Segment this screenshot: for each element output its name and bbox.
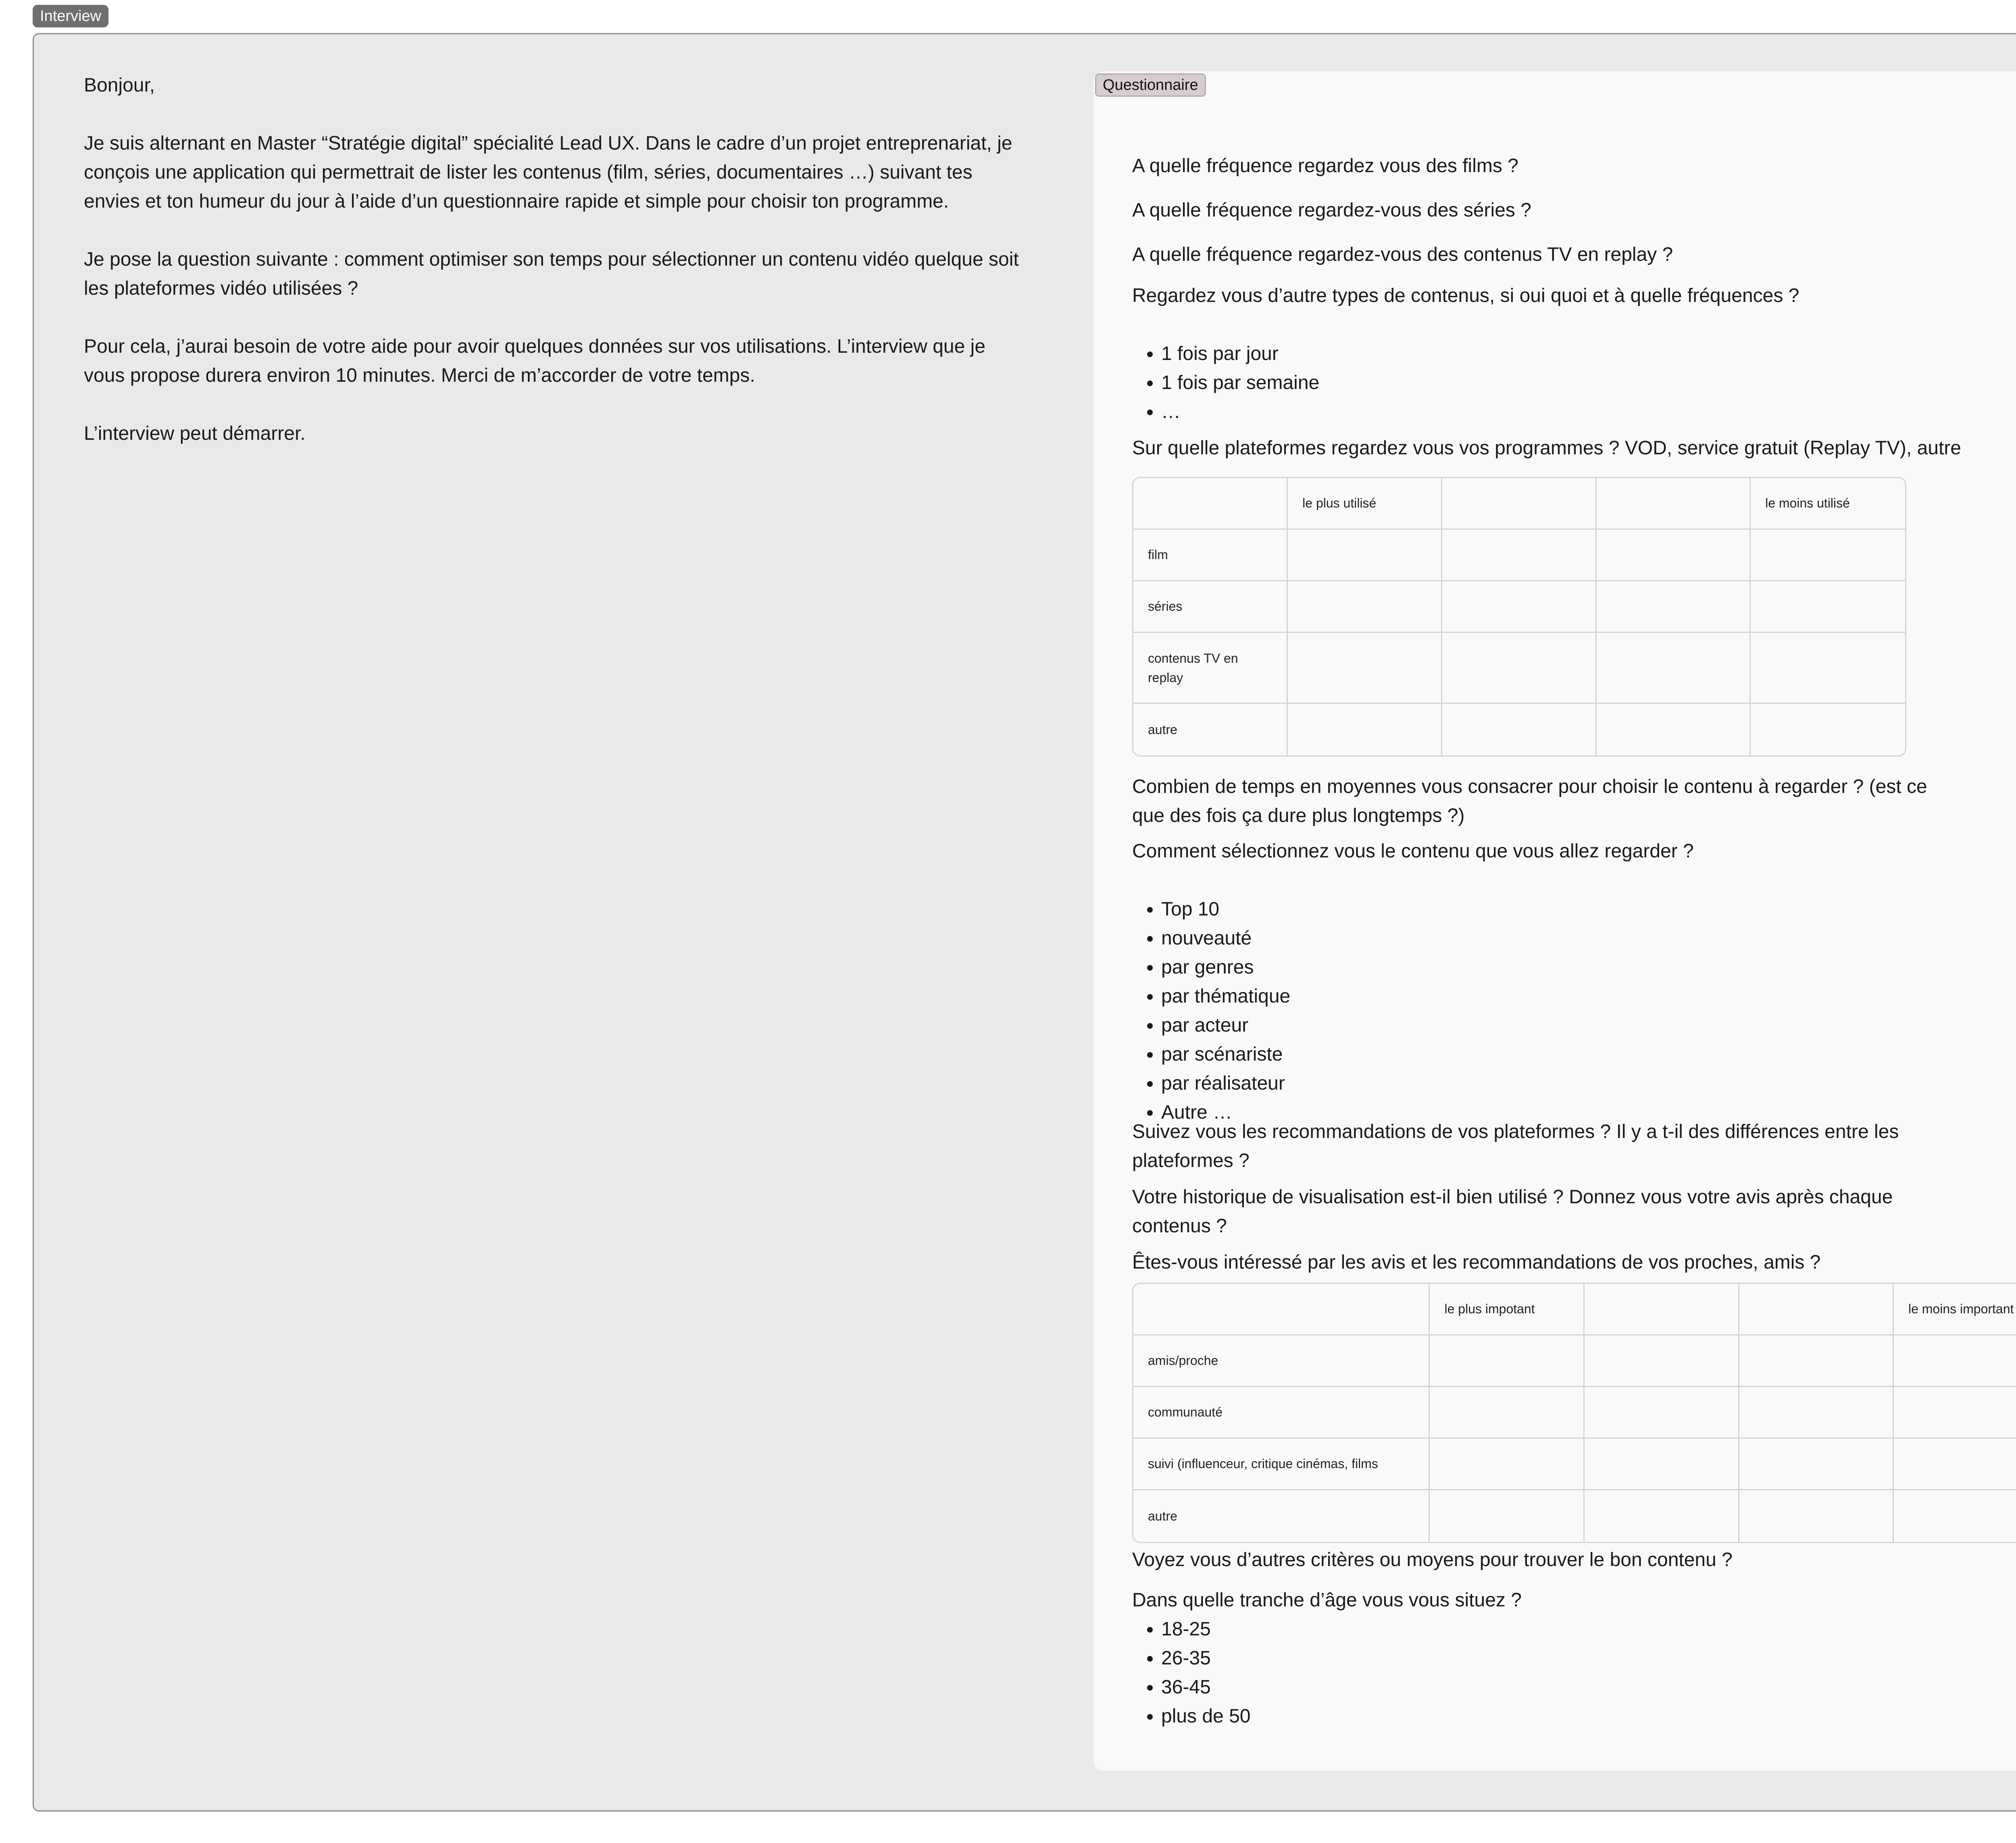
table-cell[interactable] <box>1585 1439 1739 1490</box>
question-replay-frequency: A quelle fréquence regardez-vous des contenus TV en replay ? <box>1132 244 1673 265</box>
list-item: • par acteur <box>1161 1011 1290 1040</box>
table-header-cell <box>1442 478 1597 530</box>
age-options-list <box>1132 1615 1251 1731</box>
table-cell[interactable] <box>1894 1335 2016 1387</box>
question-other-criteria: Voyez vous d’autres critères ou moyens pour trouver le bon contenu ? <box>1132 1549 1733 1571</box>
list-item: • 36-45 <box>1161 1673 1251 1702</box>
table-header-row <box>1133 478 1905 530</box>
list-item: • 1 fois par semaine <box>1161 368 1319 397</box>
question-friends-reviews: Êtes-vous intéressé par les avis et les recommandations de vos proches, amis ? <box>1132 1252 1821 1273</box>
table-row <box>1133 633 1905 704</box>
intro-text <box>84 71 1023 477</box>
table-cell[interactable] <box>1430 1335 1585 1387</box>
table-cell[interactable] <box>1739 1335 1894 1387</box>
list-item: • 1 fois par jour <box>1161 339 1319 368</box>
table-header-row <box>1133 1284 2016 1335</box>
list-item: • … <box>1161 397 1319 426</box>
table-cell[interactable] <box>1751 581 1905 633</box>
table-cell[interactable] <box>1442 633 1597 704</box>
intro-paragraph-4: L’interview peut démarrer. <box>84 423 306 444</box>
list-item: • par thématique <box>1161 982 1290 1011</box>
table-cell[interactable] <box>1442 581 1597 633</box>
table-row <box>1133 1490 2016 1542</box>
table-header-cell <box>1133 478 1288 530</box>
table-row-label: contenus TV en replay <box>1133 633 1288 704</box>
table-cell[interactable] <box>1430 1387 1585 1439</box>
table-cell[interactable] <box>1430 1439 1585 1490</box>
table-header-cell: le plus utilisé <box>1288 478 1442 530</box>
list-item: • plus de 50 <box>1161 1702 1251 1731</box>
table-header-cell: le plus impotant <box>1430 1284 1585 1335</box>
question-selection-method: Comment sélectionnez vous le contenu que vous allez regarder ? <box>1132 840 1694 862</box>
list-item: • 26-35 <box>1161 1644 1251 1673</box>
question-selection-time: Combien de temps en moyennes vous consacrer pour choisir le contenu à regarder ? (est ce que des fois ça dure plus longtemps ?) <box>1132 776 1927 826</box>
table-cell[interactable] <box>1585 1490 1739 1542</box>
table-cell[interactable] <box>1739 1490 1894 1542</box>
table-row-label: amis/proche <box>1133 1335 1430 1387</box>
table-cell[interactable] <box>1751 704 1905 755</box>
table-row <box>1133 704 1905 755</box>
question-age-range: Dans quelle tranche d’âge vous vous situez ? <box>1132 1589 1522 1611</box>
table-cell[interactable] <box>1585 1335 1739 1387</box>
list-item: • 18-25 <box>1161 1615 1251 1644</box>
table-cell[interactable] <box>1585 1387 1739 1439</box>
table-row <box>1133 1439 2016 1490</box>
table-cell[interactable] <box>1894 1490 2016 1542</box>
table-cell[interactable] <box>1751 633 1905 704</box>
platform-usage-table <box>1132 477 1906 757</box>
frame-label: Interview <box>33 5 108 27</box>
table-row <box>1133 1335 2016 1387</box>
table-header-cell <box>1739 1284 1894 1335</box>
table-cell[interactable] <box>1288 530 1442 581</box>
table-cell[interactable] <box>1597 581 1751 633</box>
question-series-frequency: A quelle fréquence regardez-vous des séries ? <box>1132 200 1531 221</box>
list-item: • Top 10 <box>1161 895 1290 924</box>
intro-greeting: Bonjour, <box>84 75 155 96</box>
table-cell[interactable] <box>1597 530 1751 581</box>
table-cell[interactable] <box>1288 581 1442 633</box>
table-header-cell: le moins utilisé <box>1751 478 1905 530</box>
table-cell[interactable] <box>1288 704 1442 755</box>
intro-paragraph-3: Pour cela, j’aurai besoin de votre aide pour avoir quelques données sur vos utilisations. L’interview que je vous propose durera environ 10 minutes. Merci de m’accorder de votre temps. <box>84 336 986 386</box>
table-cell[interactable] <box>1597 633 1751 704</box>
list-item: • par genres <box>1161 953 1290 982</box>
table-row <box>1133 581 1905 633</box>
table-cell[interactable] <box>1739 1387 1894 1439</box>
table-row <box>1133 1387 2016 1439</box>
table-header-cell: le moins important <box>1894 1284 2016 1335</box>
list-item: • par scénariste <box>1161 1040 1290 1069</box>
table-row <box>1133 530 1905 581</box>
question-history: Votre historique de visualisation est-il bien utilisé ? Donnez vous votre avis après chaque contenus ? <box>1132 1186 1893 1237</box>
table-header-cell <box>1133 1284 1430 1335</box>
table-row-label: film <box>1133 530 1288 581</box>
table-cell[interactable] <box>1597 704 1751 755</box>
table-row-label: suivi (influenceur, critique cinémas, films <box>1133 1439 1430 1490</box>
table-cell[interactable] <box>1894 1439 2016 1490</box>
list-item: • par réalisateur <box>1161 1069 1290 1098</box>
table-cell[interactable] <box>1442 530 1597 581</box>
question-platforms: Sur quelle plateformes regardez vous vos programmes ? VOD, service gratuit (Replay TV), autre <box>1132 437 1961 459</box>
table-header-cell <box>1597 478 1751 530</box>
table-cell[interactable] <box>1739 1439 1894 1490</box>
table-header-cell <box>1585 1284 1739 1335</box>
intro-paragraph-2: Je pose la question suivante : comment optimiser son temps pour sélectionner un contenu vidéo quelque soit les plateformes vidéo utilisées ? <box>84 249 1019 299</box>
list-item: • Autre … <box>1161 1098 1290 1127</box>
table-cell[interactable] <box>1751 530 1905 581</box>
table-row-label: séries <box>1133 581 1288 633</box>
questionnaire-label: Questionnaire <box>1095 73 1206 97</box>
table-row-label: autre <box>1133 1490 1430 1542</box>
table-cell[interactable] <box>1430 1490 1585 1542</box>
table-row-label: communauté <box>1133 1387 1430 1439</box>
question-films-frequency: A quelle fréquence regardez vous des films ? <box>1132 155 1518 177</box>
question-recommendations: Suivez vous les recommandations de vos plateformes ? Il y a t-il des différences entre les plateformes ? <box>1132 1121 1899 1171</box>
intro-paragraph-1: Je suis alternant en Master “Stratégie digital” spécialité Lead UX. Dans le cadre d’un projet entreprenariat, je conçois une application qui permettrait de lister les contenus (film, séries, documentaires …) suivant tes envies et ton humeur du jour à l’aide d’un questionnaire rapide et simple pour choisir ton programme. <box>84 133 1012 212</box>
frequency-options-list <box>1132 339 1319 426</box>
table-cell[interactable] <box>1894 1387 2016 1439</box>
selection-options-list <box>1132 895 1290 1127</box>
list-item: • nouveauté <box>1161 924 1290 953</box>
table-row-label: autre <box>1133 704 1288 755</box>
table-cell[interactable] <box>1288 633 1442 704</box>
table-cell[interactable] <box>1442 704 1597 755</box>
recommendation-importance-table <box>1132 1283 2016 1543</box>
question-other-content: Regardez vous d’autre types de contenus, si oui quoi et à quelle fréquences ? <box>1132 285 1799 306</box>
